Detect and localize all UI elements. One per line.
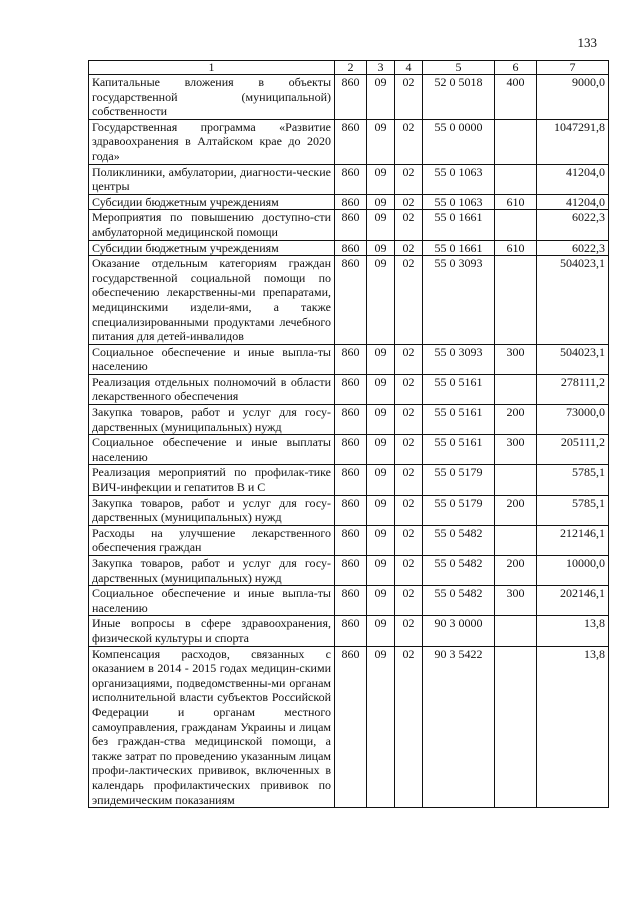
expense-type-cell: 200: [495, 405, 537, 435]
section-code-cell: 09: [367, 616, 395, 646]
table-header-row: [89, 61, 609, 75]
expense-name-cell: Государственная программа «Развитие здравоохранения в Алтайском крае до 2020 года»: [89, 119, 335, 164]
ministry-code-cell: 860: [335, 586, 367, 616]
expense-name-cell: Оказание отдельным категориям граждан государственной социальной помощи по обеспечению лекарственны-ми препаратами, медицинскими издели-ями, а также специализированными продуктами лечебного питания для детей-инвалидов: [89, 256, 335, 345]
target-article-cell: 55 0 5161: [423, 374, 495, 404]
expense-name-cell: Капитальные вложения в объекты государственной (муниципальной) собственности: [89, 75, 335, 120]
ministry-code-cell: 860: [335, 525, 367, 555]
subsection-code-cell: 02: [395, 75, 423, 120]
target-article-cell: 55 0 1063: [423, 194, 495, 210]
section-code-cell: 09: [367, 405, 395, 435]
amount-cell: 504023,1: [537, 344, 609, 374]
expense-name-cell: Реализация мероприятий по профилак-тике ВИЧ-инфекции и гепатитов В и С: [89, 465, 335, 495]
ministry-code-cell: 860: [335, 240, 367, 256]
subsection-code-cell: 02: [395, 525, 423, 555]
expense-name-cell: Иные вопросы в сфере здравоохранения, физической культуры и спорта: [89, 616, 335, 646]
amount-cell: 6022,3: [537, 210, 609, 240]
ministry-code-cell: 860: [335, 210, 367, 240]
amount-cell: 1047291,8: [537, 119, 609, 164]
ministry-code-cell: 860: [335, 75, 367, 120]
subsection-code-cell: 02: [395, 495, 423, 525]
amount-cell: 6022,3: [537, 240, 609, 256]
target-article-cell: 55 0 5482: [423, 556, 495, 586]
expense-name-cell: Закупка товаров, работ и услуг для госу-дарственных (муниципальных) нужд: [89, 495, 335, 525]
table-row: [89, 194, 609, 210]
subsection-code-cell: 02: [395, 435, 423, 465]
subsection-code-cell: 02: [395, 194, 423, 210]
ministry-code-cell: 860: [335, 256, 367, 345]
table-row: [89, 374, 609, 404]
table-row: [89, 465, 609, 495]
expense-type-cell: [495, 616, 537, 646]
expense-name-cell: Мероприятия по повышению доступно-сти амбулаторной медицинской помощи: [89, 210, 335, 240]
header-cell-1: 1: [89, 61, 335, 75]
amount-cell: 10000,0: [537, 556, 609, 586]
ministry-code-cell: 860: [335, 344, 367, 374]
subsection-code-cell: 02: [395, 556, 423, 586]
expense-type-cell: [495, 465, 537, 495]
table-row: [89, 75, 609, 120]
section-code-cell: 09: [367, 256, 395, 345]
amount-cell: 205111,2: [537, 435, 609, 465]
amount-cell: 202146,1: [537, 586, 609, 616]
table-row: [89, 256, 609, 345]
expense-name-cell: Социальное обеспечение и иные выплаты населению: [89, 435, 335, 465]
ministry-code-cell: 860: [335, 435, 367, 465]
expense-name-cell: Субсидии бюджетным учреждениям: [89, 240, 335, 256]
section-code-cell: 09: [367, 586, 395, 616]
expense-name-cell: Субсидии бюджетным учреждениям: [89, 194, 335, 210]
ministry-code-cell: 860: [335, 405, 367, 435]
target-article-cell: 55 0 5161: [423, 405, 495, 435]
section-code-cell: 09: [367, 374, 395, 404]
amount-cell: 41204,0: [537, 194, 609, 210]
expense-type-cell: 200: [495, 495, 537, 525]
section-code-cell: 09: [367, 435, 395, 465]
expense-type-cell: [495, 646, 537, 808]
header-cell-3: 3: [367, 61, 395, 75]
section-code-cell: 09: [367, 194, 395, 210]
ministry-code-cell: 860: [335, 164, 367, 194]
section-code-cell: 09: [367, 119, 395, 164]
subsection-code-cell: 02: [395, 465, 423, 495]
expense-name-cell: Социальное обеспечение и иные выпла-ты населению: [89, 344, 335, 374]
expense-name-cell: Расходы на улучшение лекарственного обеспечения граждан: [89, 525, 335, 555]
target-article-cell: 55 0 0000: [423, 119, 495, 164]
section-code-cell: 09: [367, 210, 395, 240]
expense-type-cell: 300: [495, 344, 537, 374]
expense-type-cell: 400: [495, 75, 537, 120]
target-article-cell: 55 0 5179: [423, 495, 495, 525]
section-code-cell: 09: [367, 646, 395, 808]
amount-cell: 73000,0: [537, 405, 609, 435]
table-row: [89, 495, 609, 525]
expense-type-cell: [495, 525, 537, 555]
table-body: [89, 75, 609, 808]
expense-type-cell: [495, 164, 537, 194]
expense-type-cell: 610: [495, 194, 537, 210]
ministry-code-cell: 860: [335, 646, 367, 808]
target-article-cell: 55 0 1661: [423, 210, 495, 240]
ministry-code-cell: 860: [335, 616, 367, 646]
table-row: [89, 616, 609, 646]
amount-cell: 212146,1: [537, 525, 609, 555]
ministry-code-cell: 860: [335, 495, 367, 525]
table-row: [89, 405, 609, 435]
subsection-code-cell: 02: [395, 164, 423, 194]
target-article-cell: 90 3 0000: [423, 616, 495, 646]
subsection-code-cell: 02: [395, 646, 423, 808]
target-article-cell: 55 0 1063: [423, 164, 495, 194]
header-cell-6: 6: [495, 61, 537, 75]
ministry-code-cell: 860: [335, 374, 367, 404]
table-row: [89, 119, 609, 164]
target-article-cell: 55 0 5161: [423, 435, 495, 465]
section-code-cell: 09: [367, 240, 395, 256]
table-row: [89, 344, 609, 374]
amount-cell: 5785,1: [537, 495, 609, 525]
expense-name-cell: Социальное обеспечение и иные выпла-ты населению: [89, 586, 335, 616]
table-row: [89, 435, 609, 465]
header-cell-2: 2: [335, 61, 367, 75]
subsection-code-cell: 02: [395, 405, 423, 435]
amount-cell: 504023,1: [537, 256, 609, 345]
expense-type-cell: 300: [495, 586, 537, 616]
expense-type-cell: [495, 119, 537, 164]
amount-cell: 9000,0: [537, 75, 609, 120]
subsection-code-cell: 02: [395, 240, 423, 256]
target-article-cell: 55 0 3093: [423, 344, 495, 374]
amount-cell: 13,8: [537, 646, 609, 808]
ministry-code-cell: 860: [335, 194, 367, 210]
table-row: [89, 210, 609, 240]
subsection-code-cell: 02: [395, 586, 423, 616]
target-article-cell: 52 0 5018: [423, 75, 495, 120]
target-article-cell: 55 0 3093: [423, 256, 495, 345]
subsection-code-cell: 02: [395, 616, 423, 646]
budget-table: [88, 60, 609, 808]
expense-name-cell: Компенсация расходов, связанных с оказанием в 2014 - 2015 годах медицин-скими организациями, подведомственны-ми органам исполнительной власти субъектов Российской Федерации и органам местного самоуправления, гражданам Украины и лицам без граждан-ства медицинской помощи, а также затрат по проведению указанным лицам профи-лактических прививок, включенных в календарь профилактических прививок по эпидемическим показаниям: [89, 646, 335, 808]
ministry-code-cell: 860: [335, 465, 367, 495]
header-cell-7: 7: [537, 61, 609, 75]
header-cell-4: 4: [395, 61, 423, 75]
amount-cell: 5785,1: [537, 465, 609, 495]
expense-type-cell: [495, 374, 537, 404]
amount-cell: 41204,0: [537, 164, 609, 194]
table-row: [89, 525, 609, 555]
target-article-cell: 55 0 5179: [423, 465, 495, 495]
ministry-code-cell: 860: [335, 119, 367, 164]
ministry-code-cell: 860: [335, 556, 367, 586]
subsection-code-cell: 02: [395, 344, 423, 374]
table-row: [89, 586, 609, 616]
subsection-code-cell: 02: [395, 119, 423, 164]
section-code-cell: 09: [367, 75, 395, 120]
section-code-cell: 09: [367, 344, 395, 374]
target-article-cell: 90 3 5422: [423, 646, 495, 808]
section-code-cell: 09: [367, 495, 395, 525]
expense-type-cell: 610: [495, 240, 537, 256]
section-code-cell: 09: [367, 556, 395, 586]
target-article-cell: 55 0 1661: [423, 240, 495, 256]
expense-name-cell: Закупка товаров, работ и услуг для госу-дарственных (муниципальных) нужд: [89, 405, 335, 435]
amount-cell: 278111,2: [537, 374, 609, 404]
target-article-cell: 55 0 5482: [423, 586, 495, 616]
expense-name-cell: Закупка товаров, работ и услуг для госу-дарственных (муниципальных) нужд: [89, 556, 335, 586]
section-code-cell: 09: [367, 525, 395, 555]
table-row: [89, 240, 609, 256]
page-number: 133: [577, 35, 597, 50]
section-code-cell: 09: [367, 164, 395, 194]
expense-type-cell: [495, 256, 537, 345]
target-article-cell: 55 0 5482: [423, 525, 495, 555]
expense-type-cell: [495, 210, 537, 240]
header-cell-5: 5: [423, 61, 495, 75]
table-row: [89, 556, 609, 586]
expense-name-cell: Реализация отдельных полномочий в области лекарственного обеспечения: [89, 374, 335, 404]
expense-name-cell: Поликлиники, амбулатории, диагности-ческие центры: [89, 164, 335, 194]
section-code-cell: 09: [367, 465, 395, 495]
table-row: [89, 646, 609, 808]
subsection-code-cell: 02: [395, 256, 423, 345]
amount-cell: 13,8: [537, 616, 609, 646]
subsection-code-cell: 02: [395, 210, 423, 240]
table-row: [89, 164, 609, 194]
expense-type-cell: 300: [495, 435, 537, 465]
expense-type-cell: 200: [495, 556, 537, 586]
subsection-code-cell: 02: [395, 374, 423, 404]
